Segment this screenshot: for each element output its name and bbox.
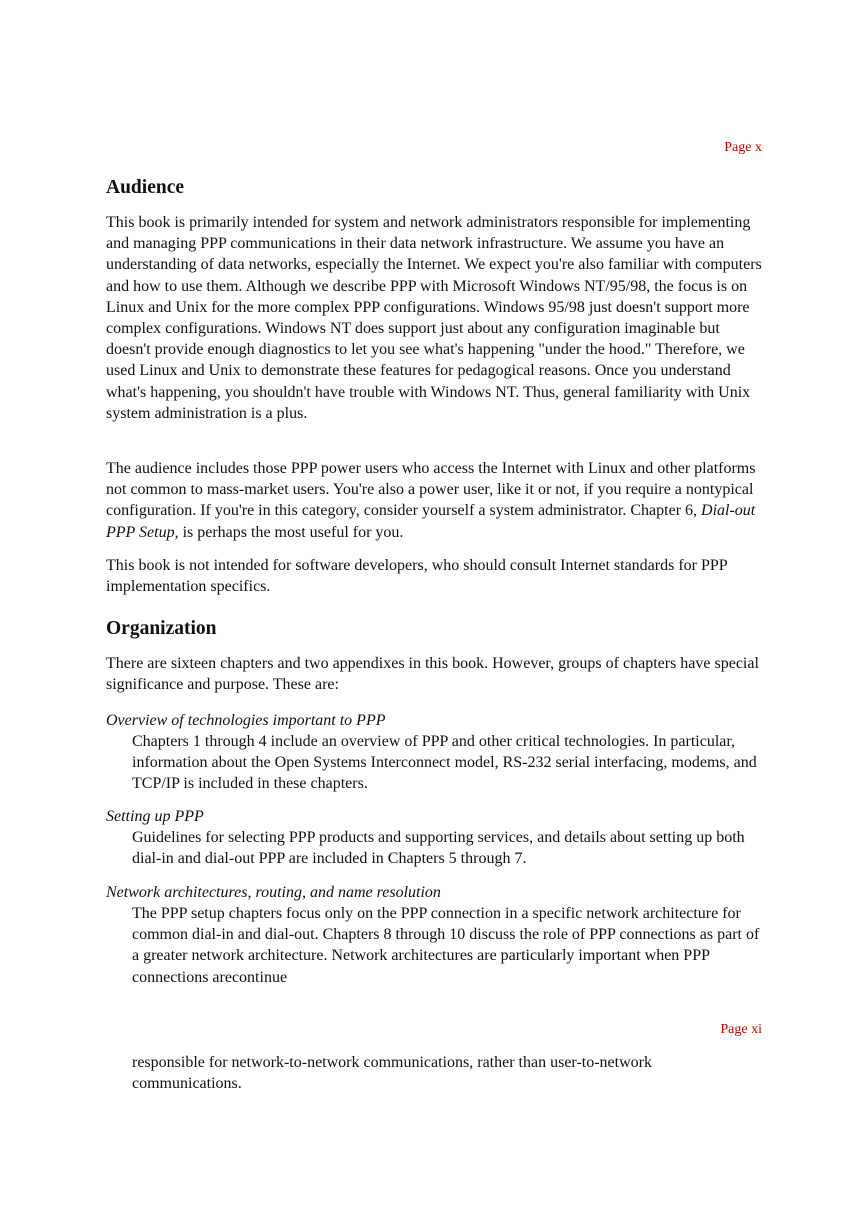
definition-item <box>106 710 762 795</box>
organization-intro: There are sixteen chapters and two appendixes in this book. However, groups of chapters have special significance and purpose. These are: <box>106 655 759 694</box>
definition-item <box>106 806 762 869</box>
definition-description: The PPP setup chapters focus only on the PPP connection in a specific network architecture for common dial-in and dial-out. Chapters 8 through 10 discuss the role of PPP connections as part of a greater network architecture. Network architectures are particularly important when PPP connections arecontinue <box>132 905 760 986</box>
definition-item <box>106 882 762 988</box>
audience-paragraph-2 <box>106 458 762 543</box>
audience-paragraph-1: This book is primarily intended for system and network administrators responsible for implementing and managing PPP communications in their data network infrastructure. We assume you have an understanding of data networks, especially the Internet. We expect you're also familiar with computers and how to use them. Although we describe PPP with Microsoft Windows NT/95/98, the focus is on Linux and Unix for the more complex PPP configurations. Windows 95/98 just doesn't support more complex configurations. Windows NT does support just about any configuration imaginable but doesn't provide enough diagnostics to let you see what's happening "under the hood." Therefore, we used Linux and Unix to demonstrate these features for pedagogical reasons. Once you understand what's happening, you shouldn't have trouble with Windows NT. Thus, general familiarity with Unix system administration is a plus. <box>106 214 762 422</box>
paragraph-text: , is perhaps the most useful for you. <box>174 523 404 541</box>
definition-continuation: responsible for network-to-network communications, rather than user-to-network communications. <box>132 1054 652 1093</box>
chapter-title: Dial-out PPP Setup <box>106 502 756 541</box>
definition-term: Overview of technologies important to PPP <box>106 712 386 729</box>
definition-description: Chapters 1 through 4 include an overview of PPP and other critical technologies. In particular, information about the Open Systems Interconnect model, RS-232 serial interfacing, modems, and TCP/IP is included in these chapters. <box>132 733 757 793</box>
definition-term: Network architectures, routing, and name resolution <box>106 884 441 901</box>
organization-heading: Organization <box>106 618 217 639</box>
page-marker: Page x <box>724 140 762 155</box>
audience-paragraph-3: This book is not intended for software developers, who should consult Internet standards for PPP implementation specifics. <box>106 557 728 596</box>
definition-term: Setting up PPP <box>106 808 204 825</box>
page-marker: Page xi <box>720 1022 762 1037</box>
paragraph-text: The audience includes those PPP power users who access the Internet with Linux and other platforms not common to mass-market users. You're also a power user, like it or not, if you require a nontypical configuration. If you're in this category, consider yourself a system administrator. Chapter 6, <box>106 460 756 520</box>
audience-heading: Audience <box>106 177 184 198</box>
definition-description: Guidelines for selecting PPP products and supporting services, and details about setting up both dial-in and dial-out PPP are included in Chapters 5 through 7. <box>132 829 745 868</box>
